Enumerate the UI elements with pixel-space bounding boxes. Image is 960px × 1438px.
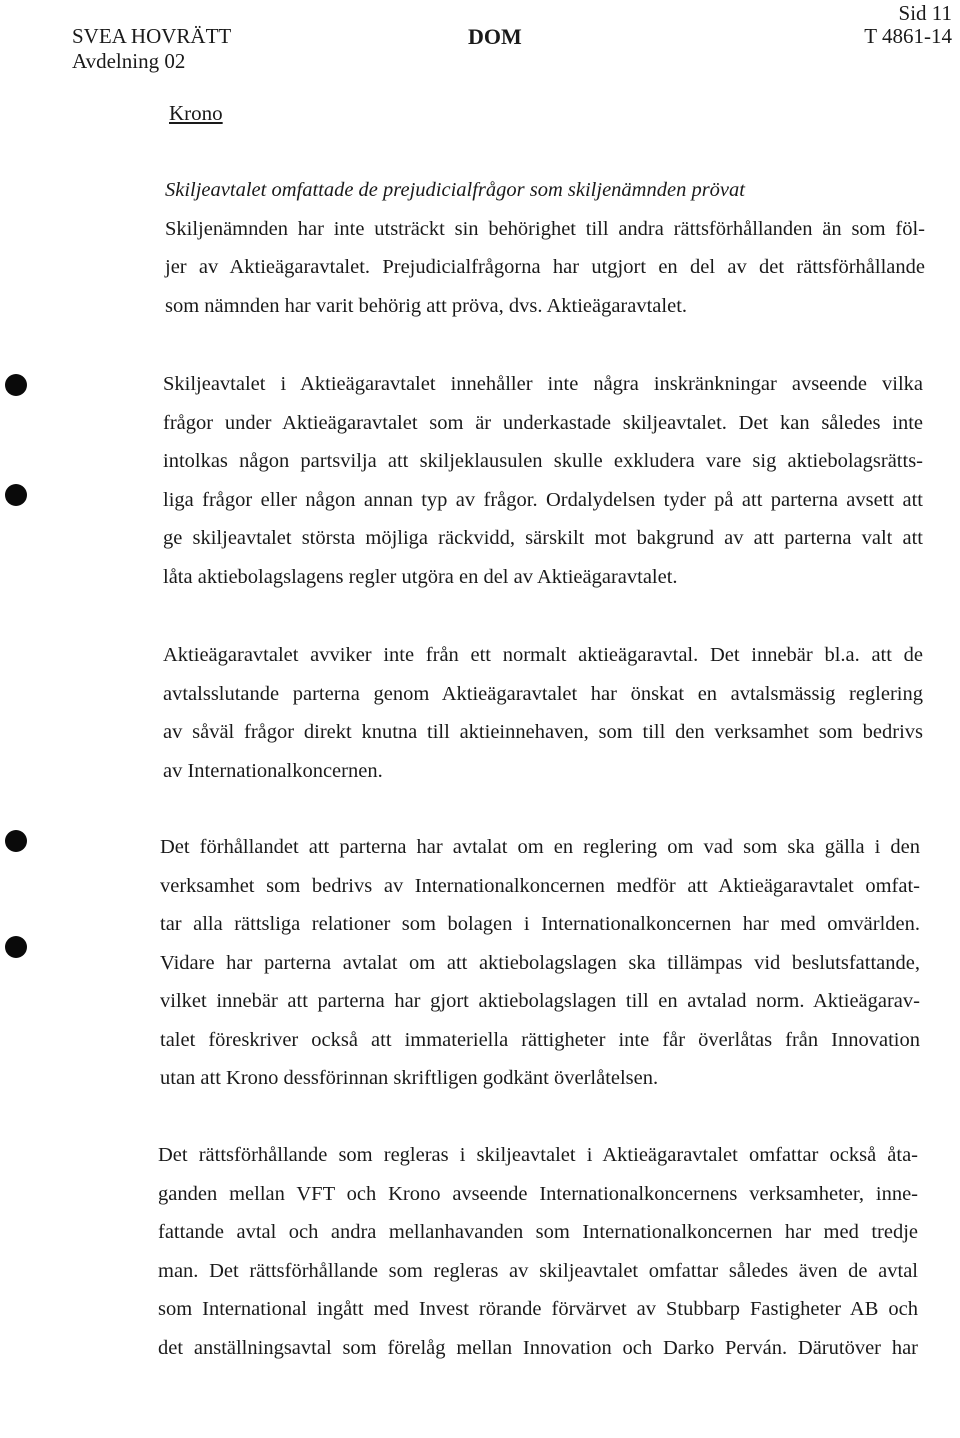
department-name: Avdelning 02 [72, 49, 186, 73]
text-line: ge skiljeavtalet största möjliga räckvidd, särskilt mot bakgrund av att parterna valt att [163, 527, 923, 549]
text-line: låta aktiebolagslagens regler utgöra en del av Aktieägaravtalet. [163, 565, 678, 588]
text-line: ganden mellan VFT och Krono avseende Internationalkoncernens verksamheter, inne- [158, 1182, 918, 1205]
text-line: man. Det rättsförhållande som regleras av skiljeavtalet omfattar således även de avtal [158, 1259, 918, 1282]
text-line: jer av Aktieägaravtalet. Prejudicialfrågorna har utgjort en del av det rättsförhållande [165, 256, 925, 278]
text-line: Aktieägaravtalet avviker inte från ett normalt aktieägaravtal. Det innebär bl.a. att de [163, 644, 923, 666]
punch-hole [5, 484, 27, 506]
text-line: tar alla rättsliga relationer som bolagen i Internationalkoncernen har med omvärlden. [160, 913, 920, 935]
page-header [0, 0, 960, 80]
text-line: Skiljeavtalet i Aktieägaravtalet innehåller inte några inskränkningar avseende vilka [163, 373, 923, 395]
text-line: Det rättsförhållande som regleras i skiljeavtalet i Aktieägaravtalet omfattar också åta- [158, 1144, 918, 1166]
text-line: fattande avtal och andra mellanhavanden som Internationalkoncernen har med tredje [158, 1221, 918, 1243]
document-type: DOM [468, 24, 522, 49]
paragraph [158, 1136, 918, 1367]
text-line: avtalsslutande parterna genom Aktieägaravtalet har önskat en avtalsmässig reglering [163, 682, 923, 705]
paragraph-heading: Skiljeavtalet omfattade de prejudicialfrågor som skiljenämnden prövat [165, 179, 745, 201]
punch-hole [5, 936, 27, 958]
paragraph [163, 365, 923, 596]
text-line: som nämnden har varit behörig att pröva, dvs. Aktieägaravtalet. [165, 294, 688, 317]
paragraph [163, 636, 923, 790]
text-line: av Internationalkoncernen. [163, 759, 383, 782]
text-line: frågor under Aktieägaravtalet som är underkastade skiljeavtalet. Det kan således inte [163, 411, 923, 434]
punch-hole [5, 830, 27, 852]
text-line: liga frågor eller någon annan typ av frågor. Ordalydelsen tyder på att parterna avsett att [163, 488, 923, 511]
court-name: SVEA HOVRÄTT [72, 24, 232, 48]
paragraph [165, 171, 925, 325]
text-line: som International ingått med Invest rörande förvärvet av Stubbarp Fastigheter AB och [158, 1298, 918, 1320]
punch-hole [5, 374, 27, 396]
paragraph [160, 828, 920, 1098]
text-line: det anställningsavtal som förelåg mellan Innovation och Darko Perván. Därutöver har [158, 1336, 918, 1359]
text-line: vilket innebär att parterna har gjort aktiebolagslagen till en avtalad norm. Aktieägarav- [160, 990, 920, 1012]
text-line: talet föreskriver också att immateriella rättigheter inte får överlåtas från Innovation [160, 1028, 920, 1051]
text-line: Skiljenämnden har inte utsträckt sin behörighet till andra rättsförhållanden än som föl- [165, 217, 925, 240]
section-title: Krono [169, 101, 223, 125]
text-line: av såväl frågor direkt knutna till aktieinnehaven, som till den verksamhet som bedrivs [163, 721, 923, 743]
page-number: Sid 11 [898, 1, 952, 25]
text-line: verksamhet som bedrivs av Internationalkoncernen medför att Aktieägaravtalet omfat- [160, 874, 920, 897]
text-line: utan att Krono dessförinnan skriftligen godkänt överlåtelsen. [160, 1067, 659, 1089]
text-line: Det förhållandet att parterna har avtalat om en reglering om vad som ska gälla i den [160, 836, 920, 858]
text-line: intolkas någon partsvilja att skiljeklausulen skulle exkludera vare sig aktiebolagsrätts- [163, 450, 923, 472]
text-line: Vidare har parterna avtalat om att aktiebolagslagen ska tillämpas vid beslutsfattande, [160, 951, 920, 974]
case-number: T 4861-14 [864, 24, 952, 48]
